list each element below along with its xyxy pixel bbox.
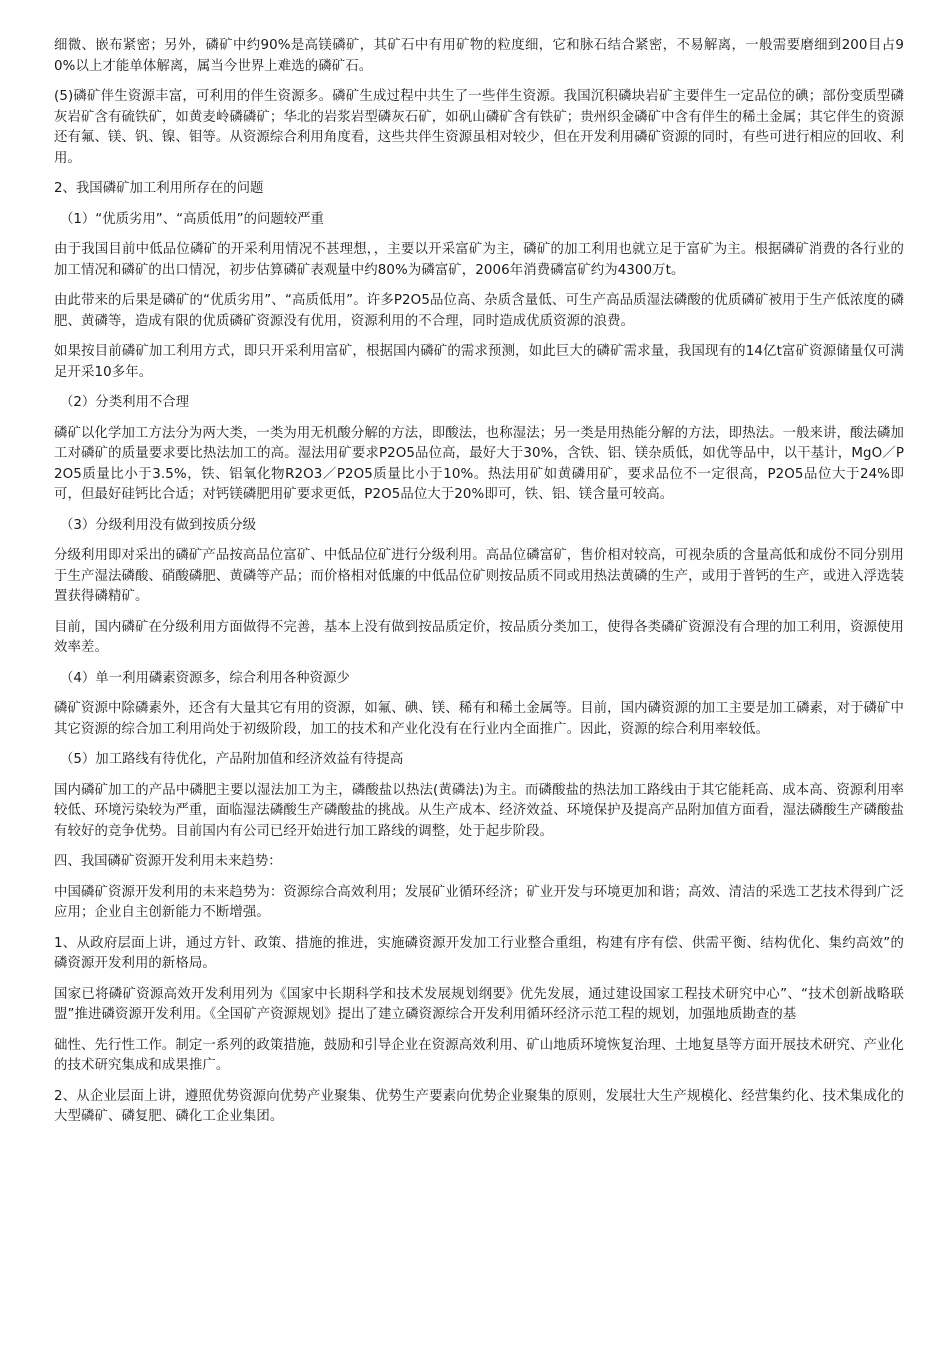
section-heading-future-trends: 四、我国磷矿资源开发利用未来趋势： (54, 854, 282, 869)
paragraph-consequences: 由此带来的后果是磷矿的“优质劣用”、“高质低用”。许多P2O5品位高、杂质含量低、可生产高品质湿法磷酸的优质磷矿被用于生产低浓度的磷肥、黄磷等，造成有限的优质磷矿资源没有优用，资源利用的不合理，同时造成优质资源的浪费。 (54, 293, 904, 329)
paragraph-comprehensive-use: 磷矿资源中除磷素外，还含有大量其它有用的资源，如氟、碘、镁、稀有和稀土金属等。目前，国内磷资源的加工主要是加工磷素，对于磷矿中其它资源的综合加工利用尚处于初级阶段，加工的技术和产业化没有在行业内全面推广。因此，资源的综合利用率较低。 (54, 701, 904, 737)
paragraph-processing-methods: 磷矿以化学加工方法分为两大类，一类为用无机酸分解的方法，即酸法，也称湿法；另一类是用热能分解的方法，即热法。一般来讲，酸法磷加工对磷矿的质量要求要比热法加工的高。湿法用矿要求P2O5品位高，最好大于30%，含铁、铝、镁杂质低，如优等品中，以干基计，MgO／P2O5质量比小于3.5%，铁、铝氧化物R2O3／P2O5质量比小于10%。热法用矿如黄磷用矿，要求品位不一定很高，P2O5品位大于24%即可，但最好硅钙比合适；对钙镁磷肥用矿要求更低，P2O5品位大于20%即可，铁、铝、镁含量可较高。 (54, 425, 904, 502)
paragraph-future-trends: 中国磷矿资源开发利用的未来趋势为：资源综合高效利用；发展矿业循环经济；矿业开发与环境更加和谐；高效、清洁的采选工艺技术得到广泛应用；企业自主创新能力不断增强。 (54, 884, 904, 920)
paragraph-enterprise-level: 2、从企业层面上讲，遵照优势资源向优势产业聚集、优势生产要素向优势企业聚集的原则，发展壮大生产规模化、经营集约化、技术集成化的大型磷矿、磷复肥、磷化工企业集团。 (54, 1088, 904, 1124)
paragraph-ore-characteristics: 细微、嵌布紧密；另外，磷矿中约90%是高镁磷矿，其矿石中有用矿物的粒度细，它和脉石结合紧密，不易解离，一般需要磨细到200目占90%以上才能单体解离，属当今世界上难选的磷矿石。 (54, 38, 904, 74)
paragraph-associated-resources: (5)磷矿伴生资源丰富，可利用的伴生资源多。磷矿生成过程中共生了一些伴生资源。我国沉积磷块岩矿主要伴生一定品位的碘；部份变质型磷灰岩矿含有硫铁矿，如黄麦岭磷磷矿；华北的岩浆岩型磷灰石矿，如矾山磷矿含有铁矿；贵州织金磷矿中含有伴生的稀土金属；其它伴生的资源还有氟、镁、钒、镍、钼等。从资源综合利用角度看，这些共伴生资源虽相对较少，但在开发利用磷矿资源的同时，有些可进行相应的回收、利用。 (54, 89, 904, 166)
subheading-grading: （3）分级利用没有做到按质分级 (60, 517, 256, 533)
subheading-quality-misuse: （1）“优质劣用”、“高质低用”的问题较严重 (60, 211, 324, 227)
paragraph-grading-status: 目前，国内磷矿在分级利用方面做得不完善，基本上没有做到按品质定价，按品质分类加工，使得各类磷矿资源没有合理的加工利用，资源使用效率差。 (54, 619, 904, 655)
section-heading-processing-problems: 2、我国磷矿加工利用所存在的问题 (54, 181, 264, 196)
subheading-process-route: （5）加工路线有待优化，产品附加值和经济效益有待提高 (60, 752, 404, 767)
subheading-classification: （2）分类利用不合理 (60, 395, 190, 410)
subheading-single-use: （4）单一利用磷素资源多，综合利用各种资源少 (60, 670, 350, 686)
paragraph-process-route: 国内磷矿加工的产品中磷肥主要以湿法加工为主，磷酸盐以热法(黄磷法)为主。而磷酸盐的热法加工路线由于其它能耗高、成本高、资源利用率较低、环境污染较为严重，面临湿法磷酸生产磷酸盐的挑战。从生产成本、经济效益、环境保护及提高产品附加值方面看，湿法磷酸生产磷酸盐有较好的竞争优势。目前国内有公司已经开始进行加工路线的调整，处于起步阶段。 (54, 782, 904, 839)
paragraph-policy-measures: 础性、先行性工作。制定一系列的政策措施，鼓励和引导企业在资源高效利用、矿山地质环境恢复治理、土地复垦等方面开展技术研究、产业化的技术研究集成和成果推广。 (54, 1037, 904, 1073)
document-page (54, 36, 904, 1138)
paragraph-national-plan: 国家已将磷矿资源高效开发利用列为《国家中长期科学和技术发展规划纲要》优先发展，通过建设国家工程技术研究中心”、“技术创新战略联盟”推进磷资源开发利用。《全国矿产资源规划》提出了建立磷资源综合开发利用循环经济示范工程的规划，加强地质勘查的基 (54, 986, 904, 1022)
paragraph-grading-definition: 分级利用即对采出的磷矿产品按高品位富矿、中低品位矿进行分级利用。高品位磷富矿，售价相对较高，可视杂质的含量高低和成份不同分别用于生产湿法磷酸、硝酸磷肥、黄磷等产品；而价格相对低廉的中低品位矿则按品质不同或用热法黄磷的生产，或用于普钙的生产，或进入浮选装置获得磷精矿。 (54, 548, 904, 604)
paragraph-rich-ore-mining: 由于我国目前中低品位磷矿的开采利用情况不甚理想，，主要以开采富矿为主，磷矿的加工利用也就立足于富矿为主。根据磷矿消费的各行业的加工情况和磷矿的出口情况，初步估算磷矿表观量中约80%为磷富矿，2006年消费磷富矿约为4300万t。 (54, 242, 904, 278)
paragraph-reserve-forecast: 如果按目前磷矿加工利用方式，即只开采利用富矿，根据国内磷矿的需求预测，如此巨大的磷矿需求量，我国现有的14亿t富矿资源储量仅可满足开采10多年。 (54, 344, 904, 380)
paragraph-government-level: 1、从政府层面上讲，通过方针、政策、措施的推进，实施磷资源开发加工行业整合重组，构建有序有偿、供需平衡、结构优化、集约高效”的磷资源开发利用的新格局。 (54, 935, 904, 971)
